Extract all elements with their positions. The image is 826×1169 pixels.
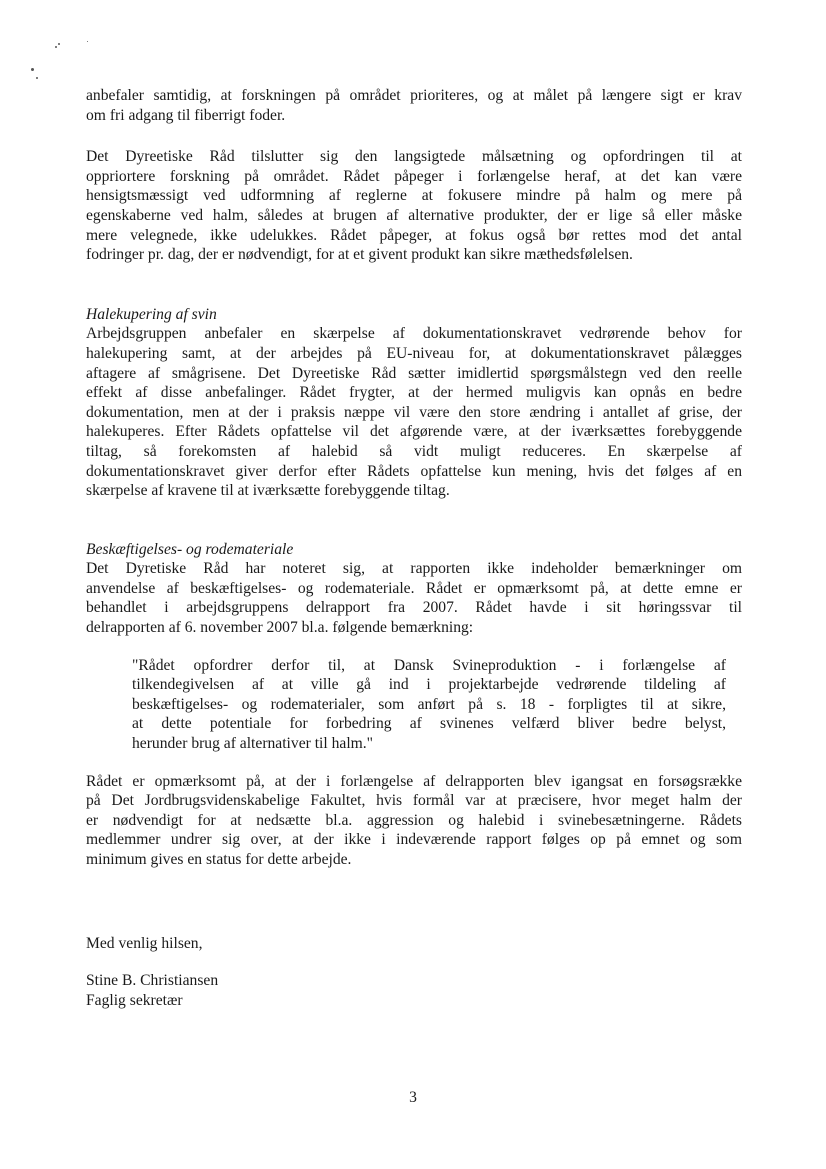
text-line: på Det Jordbrugsvidenskabelige Fakultet, hvis formål var at præcisere, hvor meget halm der [86, 792, 742, 810]
text-line: anvendelse af beskæftigelses- og rodemateriale. Rådet er opmærksomt på, at dette emne er [86, 579, 742, 597]
text-line: Det Dyretiske Råd har noteret sig, at rapporten ikke indeholder bemærkninger om [86, 560, 742, 578]
text-line: oppriortere forskning på området. Rådet påpeger i forlængelse heraf, at det kan være [86, 167, 742, 185]
paragraph-trial-series [86, 772, 742, 870]
paragraph-fiber-feed [86, 86, 742, 125]
text-line: halekuperes. Efter Rådets opfattelse vil det afgørende være, at der iværksættes forebyggende [86, 423, 742, 441]
quote-line: at dette potentiale for forbedring af svinenes velfærd bliver bedre belyst, [132, 715, 726, 733]
text-line: minimum gives en status for dette arbejde. [86, 851, 352, 868]
quote-line: tilkendegivelsen af at ville gå ind i projektarbejde vedrørende tildeling af [132, 676, 726, 694]
text-line: behandlet i arbejdsgruppens delrapport fra 2007. Rådet havde i sit høringssvar til [86, 599, 742, 617]
paragraph-tail-docking [86, 324, 742, 500]
section-heading-tail-docking: Halekupering af svin [86, 305, 217, 323]
signatory-title: Faglig sekretær [86, 991, 183, 1009]
block-quote [132, 656, 726, 754]
text-line: medlemmer undrer sig over, at der ikke i indeværende rapport følges op på emnet og som [86, 831, 742, 849]
text-line: er nødvendigt for at nedsætte bl.a. aggression og halebid i svinebesætningerne. Rådets [86, 811, 742, 829]
text-line: halekupering samt, at der arbejdes på EU-niveau for, at dokumentationskravet pålægges [86, 344, 742, 362]
text-line: Rådet er opmærksomt på, at der i forlængelse af delrapporten blev igangsat en forsøgsrække [86, 772, 742, 790]
text-line: om fri adgang til fiberrigt foder. [86, 106, 286, 124]
text-line: Arbejdsgruppen anbefaler en skærpelse af dokumentationskravet vedrørende behov for [86, 325, 742, 343]
text-line: delrapporten af 6. november 2007 bl.a. følgende bemærkning: [86, 619, 474, 637]
text-line: effekt af disse anbefalinger. Rådet frygter, at der hermed muligvis kan opnås en bedre [86, 384, 742, 402]
text-line: aftagere af smågrisene. Det Dyreetiske Råd sætter imidlertid spørgsmålstegn ved den reelle [86, 364, 742, 382]
signatory-name: Stine B. Christiansen [86, 972, 219, 990]
letter-body [86, 86, 742, 1010]
text-line: dokumentation, men at der i praksis næppe vil være den store ændring i antallet af grise, der [86, 403, 742, 421]
quote-line: herunder brug af alternativer til halm." [132, 735, 374, 753]
text-line: tiltag, så forekomsten af halebid så vidt muligt reduceres. En skærpelse af [86, 442, 742, 460]
text-line: fodringer pr. dag, der er nødvendigt, for at et givent produkt kan sikre mæthedsfølelsen. [86, 246, 633, 264]
text-line: egenskaberne ved halm, således at brugen af alternative produkter, der er lige så eller måske [86, 206, 742, 224]
text-line: Det Dyreetiske Råd tilslutter sig den langsigtede målsætning og opfordringen til at [86, 148, 742, 166]
text-line: mere velegnede, ikke udelukkes. Rådet påpeger, at fokus også bør rettes mod det antal [86, 226, 742, 244]
quote-line: "Rådet opfordrer derfor til, at Dansk Svineproduktion - i forlængelse af [132, 656, 726, 674]
text-line: skærpelse af kravene til at iværksætte forebyggende tiltag. [86, 482, 450, 500]
text-line: dokumentationskravet giver derfor efter Rådets opfattelse kun mening, hvis det følges af en [86, 462, 742, 480]
quote-line: beskæftigelses- og rodematerialer, som anført på s. 18 - forpligtes til at sikre, [132, 695, 726, 713]
page-number: 3 [409, 1089, 417, 1106]
text-line: anbefaler samtidig, at forskningen på området prioriteres, og at målet på længere sigt er krav [86, 87, 742, 104]
text-line: hensigtsmæssigt ved udformning af reglerne at fokusere mindre på halm og mere på [86, 187, 742, 205]
closing-greeting: Med venlig hilsen, [86, 934, 203, 952]
section-heading-enrichment-material: Beskæftigelses- og rodemateriale [86, 540, 294, 558]
paragraph-council-position [86, 147, 742, 265]
paragraph-enrichment-material [86, 559, 742, 637]
